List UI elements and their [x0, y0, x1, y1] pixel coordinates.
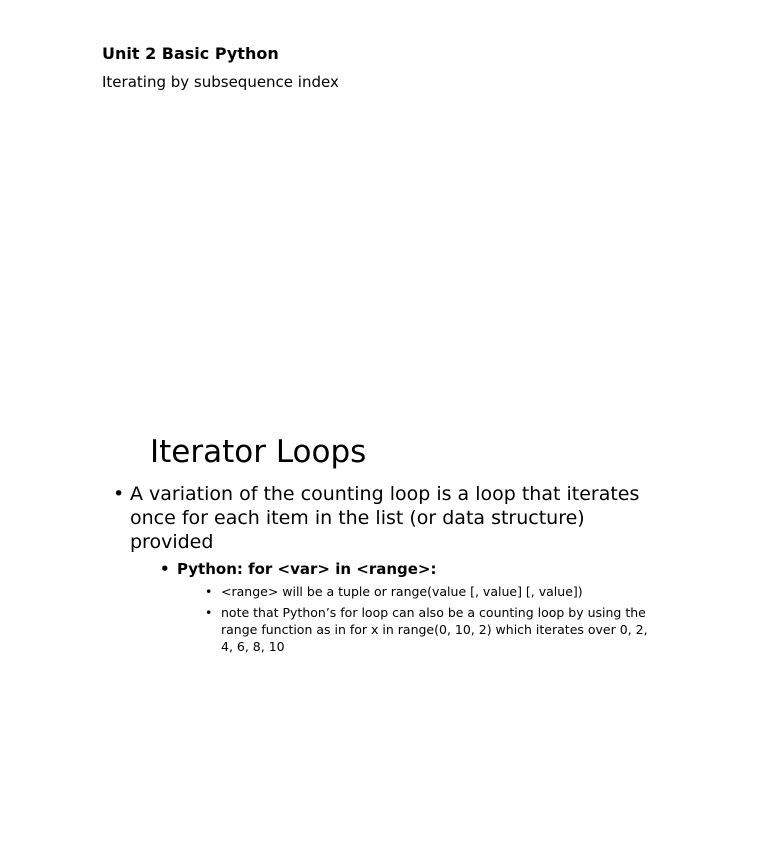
sub-bullet-list — [130, 559, 653, 655]
slide — [113, 432, 653, 659]
sub-bullet-item — [160, 559, 653, 655]
sub-bullet-text: Python: for <var> in <range>: — [177, 560, 437, 578]
slide-title: Iterator Loops — [150, 434, 367, 470]
sub-sub-bullet-item: • <range> will be a tuple or range(value [, value] [, value]) — [205, 583, 653, 600]
bullet-list — [113, 482, 653, 655]
sub-sub-bullet-item: • note that Python’s for loop can also be a counting loop by using the range function as in for x in range(0, 10, 2) which iterates over 0, 2, 4, 6, 8, 10 — [205, 604, 653, 655]
topic-subtitle: Iterating by subsequence index — [102, 73, 339, 91]
unit-title: Unit 2 Basic Python — [102, 44, 279, 63]
page-header — [102, 44, 339, 92]
bullet-item — [113, 482, 653, 655]
bullet-text: A variation of the counting loop is a loop that iterates once for each item in the list (or data structure) provided — [130, 483, 640, 553]
sub-sub-bullet-list — [177, 583, 653, 655]
